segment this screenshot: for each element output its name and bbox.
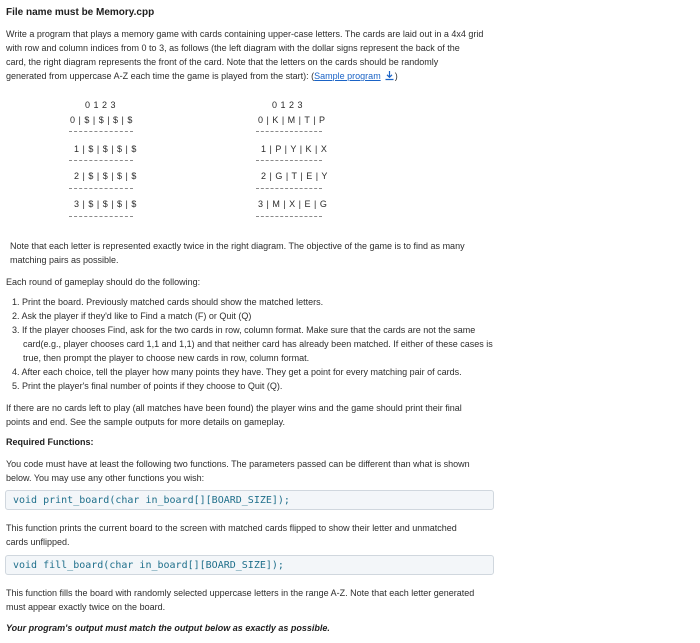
right-row-divider xyxy=(256,160,322,161)
list-item: 3. If the player chooses Find, ask for the two cards in row, column format. Make sure that the cards are not the same xyxy=(12,325,476,335)
note-line-1: Note that each letter is represented exactly twice in the right diagram. The objective of the game is to find as many xyxy=(10,241,465,251)
intro-line-1: Write a program that plays a memory game with cards containing upper-case letters. The cards are laid out in a 4x4 grid xyxy=(6,29,484,39)
left-diagram-row: 1 | $ | $ | $ | $ xyxy=(74,144,137,154)
list-item-text: Print the player's final number of points if they choose to Quit (Q). xyxy=(22,381,283,391)
right-row-divider xyxy=(256,188,322,189)
list-item-text: If the player chooses Find, ask for the two cards in row, column format. Make sure that the cards are not the same xyxy=(22,325,476,335)
intro-line-3: card, the right diagram represents the front of the card. Note that the letters on the cards should be randomly xyxy=(6,57,439,67)
left-diagram-row: 0 | $ | $ | $ | $ xyxy=(70,115,133,125)
left-row-divider xyxy=(69,188,133,189)
intro-line-4 xyxy=(6,69,398,83)
required-functions-heading: Required Functions: xyxy=(6,437,94,447)
list-item: 5. Print the player's final number of points if they choose to Quit (Q). xyxy=(12,381,283,391)
list-item-text: Print the board. Previously matched cards should show the matched letters. xyxy=(22,297,324,307)
list-item-continuation: card(e.g., player chooses card 1,1 and 1,1) and that neither card has already been matched. If either of these cases is xyxy=(23,339,493,349)
right-row-divider xyxy=(256,216,322,217)
note-line-2: matching pairs as possible. xyxy=(10,255,119,265)
right-diagram-row: 1 | P | Y | K | X xyxy=(261,144,328,154)
left-row-divider xyxy=(69,216,133,217)
page-title: File name must be Memory.cpp xyxy=(6,7,155,18)
intro-line-4-prefix: generated from uppercase A-Z each time the game is played from the start): ( xyxy=(6,71,315,81)
code-block-fill-board: void fill_board(char in_board[][BOARD_SIZE]); xyxy=(5,555,494,575)
list-item-continuation: true, then prompt the player to choose new cards in row, column format. xyxy=(23,353,310,363)
code1-desc-line-1: This function prints the current board to the screen with matched cards flipped to show their letter and unmatched xyxy=(6,523,457,533)
list-item: 2. Ask the player if they'd like to Find a match (F) or Quit (Q) xyxy=(12,311,252,321)
code2-desc-line-2: must appear exactly twice on the board. xyxy=(6,602,166,612)
code1-desc-line-2: cards unflipped. xyxy=(6,537,70,547)
right-row-divider xyxy=(256,131,322,132)
right-diagram-row: 0 | K | M | T | P xyxy=(258,115,326,125)
list-item: 4. After each choice, tell the player how many points they have. They get a point for every matching pair of cards. xyxy=(12,367,462,377)
functions-intro-line-2: below. You may use any other functions you wish: xyxy=(6,473,205,483)
download-icon[interactable] xyxy=(384,70,395,81)
output-note: Your program's output must match the output below as exactly as possible. xyxy=(6,623,330,633)
win-line-2: points and end. See the sample outputs for more details on gameplay. xyxy=(6,417,286,427)
right-diagram-row: 3 | M | X | E | G xyxy=(258,199,328,209)
left-diagram-header: 0 1 2 3 xyxy=(85,100,117,110)
list-item-text: Ask the player if they'd like to Find a match (F) or Quit (Q) xyxy=(21,311,252,321)
functions-intro-line-1: You code must have at least the following two functions. The parameters passed can be different than what is shown xyxy=(6,459,470,469)
intro-line-4-suffix: ) xyxy=(394,71,398,81)
right-diagram-row: 2 | G | T | E | Y xyxy=(261,171,328,181)
sample-program-link[interactable]: Sample program xyxy=(314,71,381,81)
list-item: 1. Print the board. Previously matched cards should show the matched letters. xyxy=(12,297,324,307)
list-item-text: After each choice, tell the player how many points they have. They get a point for every matching pair of cards. xyxy=(21,367,462,377)
code-block-print-board: void print_board(char in_board[][BOARD_SIZE]); xyxy=(5,490,494,510)
intro-line-2: with row and column indices from 0 to 3, as follows (the left diagram with the dollar signs represent the back of the xyxy=(6,43,460,53)
left-row-divider xyxy=(69,160,133,161)
left-row-divider xyxy=(69,131,133,132)
code2-desc-line-1: This function fills the board with randomly selected uppercase letters in the range A-Z. Note that each letter generated xyxy=(6,588,475,598)
left-diagram-row: 3 | $ | $ | $ | $ xyxy=(74,199,137,209)
round-intro: Each round of gameplay should do the following: xyxy=(6,277,201,287)
win-line-1: If there are no cards left to play (all matches have been found) the player wins and the game should print their final xyxy=(6,403,462,413)
left-diagram-row: 2 | $ | $ | $ | $ xyxy=(74,171,137,181)
right-diagram-header: 0 1 2 3 xyxy=(272,100,304,110)
